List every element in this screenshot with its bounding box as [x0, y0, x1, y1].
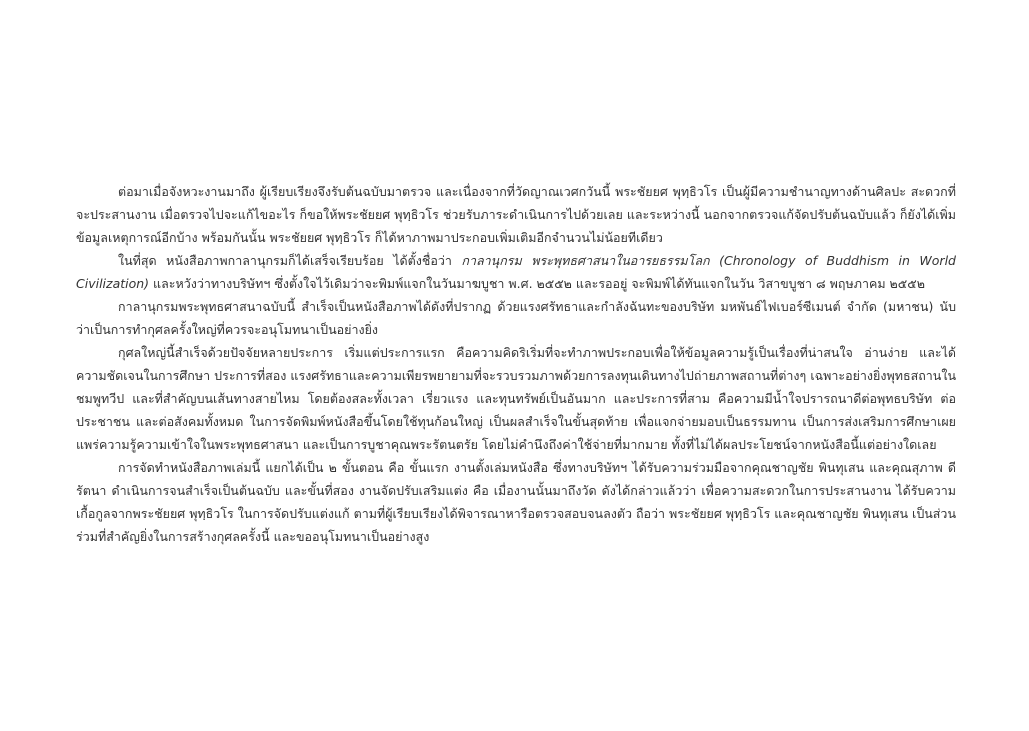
- book-title-english: (Chronology of Buddhism in World Civilization): [76, 253, 956, 291]
- paragraph-1-text: ต่อมาเมื่อจังหวะงานมาถึง ผู้เรียบเรียงจึงรับต้นฉบับมาตรวจ และเนื่องจากที่วัดญาณเวศกวันนี้ พระชัยยศ พุทฺธิวโร เป็นผู้มีความชำนาญทางด้านศิลปะ สะดวกที่จะประสานงาน เมื่อตรวจไปจะแก้ไขอะไร ก็ขอให้พระชัยยศ พุทฺธิวโร ช่วยรับภาระดำเนินการไปด้วยเลย และระหว่างนี้ นอกจากตรวจแก้จัดปรับต้นฉบับแล้ว ก็ยังได้เพิ่มข้อมูลเหตุการณ์อีกบ้าง พร้อมกันนั้น พระชัยยศ พุทฺธิวโร ก็ได้หาภาพมาประกอบเพิ่มเติมอีกจำนวนไม่น้อยทีเดียว: [76, 184, 956, 245]
- paragraph-3: [76, 295, 956, 341]
- paragraph-4: [76, 341, 956, 456]
- paragraph-4-text: กุศลใหญ่นี้สำเร็จด้วยปัจจัยหลายประการ เริ่มแต่ประการแรก คือความคิดริเริ่มที่จะทำภาพประกอบเพื่อให้ข้อมูลความรู้เป็นเรื่องที่น่าสนใจ อ่านง่าย และได้ความชัดเจนในการศึกษา ประการที่สอง แรงศรัทธาและความเพียรพยายามที่จะรวบรวมภาพด้วยการลงทุนเดินทางไปถ่ายภาพสถานที่ต่างๆ เฉพาะอย่างยิ่งพุทธสถานในชมพูทวีป และที่สำคัญบนเส้นทางสายไหม โดยต้องสละทั้งเวลา เรี่ยวแรง และทุนทรัพย์เป็นอันมาก และประการที่สาม คือความมีน้ำใจปรารถนาดีต่อพุทธบริษัท ต่อประชาชน และต่อสังคมทั้งหมด ในการจัดพิมพ์หนังสือขึ้นโดยใช้ทุนก้อนใหญ่ เป็นผลสำเร็จในขั้นสุดท้าย เพื่อแจกจ่ายมอบเป็นธรรมทาน เป็นการส่งเสริมการศึกษาเผยแพร่ความรู้ความเข้าใจในพระพุทธศาสนา และเป็นการบูชาคุณพระรัตนตรัย โดยไม่คำนึงถึงค่าใช้จ่ายที่มากมาย ทั้งที่ไม่ได้ผลประโยชน์จากหนังสือนี้แต่อย่างใดเลย: [76, 345, 956, 452]
- paragraph-5: [76, 456, 956, 548]
- paragraph-1: [76, 180, 956, 249]
- paragraph-5-text: การจัดทำหนังสือภาพเล่มนี้ แยกได้เป็น ๒ ขั้นตอน คือ ขั้นแรก งานตั้งเล่มหนังสือ ซึ่งทางบริษัทฯ ได้รับความร่วมมือจากคุณชาญชัย พินทุเสน และคุณสุภาพ ดีรัตนา ดำเนินการจนสำเร็จเป็นต้นฉบับ และขั้นที่สอง งานจัดปรับเสริมแต่ง คือ เมื่องานนั้นมาถึงวัด ดังได้กล่าวแล้วว่า เพื่อความสะดวกในการประสานงาน ได้รับความเกื้อกูลจากพระชัยยศ พุทฺธิวโร ในการจัดปรับแต่งแก้ ตามที่ผู้เรียบเรียงได้พิจารณาหารือตรวจสอบจนลงตัว ถือว่า พระชัยยศ พุทฺธิวโร และคุณชาญชัย พินทุเสน เป็นส่วนร่วมที่สำคัญยิ่งในการสร้างกุศลครั้งนี้ และขออนุโมทนาเป็นอย่างสูง: [76, 460, 956, 544]
- paragraph-2-text-after: และหวังว่าทางบริษัทฯ ซึ่งตั้งใจไว้เดิมว่าจะพิมพ์แจกในวันมาฆบูชา พ.ศ. ๒๕๕๒ และรออยู่ จะพิมพ์ได้ทันแจกในวัน วิสาขบูชา ๘ พฤษภาคม ๒๕๕๒: [149, 276, 925, 291]
- book-title-thai: กาลานุกรม พระพุทธศาสนาในอารยธรรมโลก: [461, 253, 710, 268]
- paragraph-3-text: กาลานุกรมพระพุทธศาสนาฉบับนี้ สำเร็จเป็นหนังสือภาพได้ดังที่ปรากฏ ด้วยแรงศรัทธาและกำลังฉันทะของบริษัท มหพันธ์ไฟเบอร์ซีเมนต์ จำกัด (มหาชน) นับว่าเป็นการทำกุศลครั้งใหญ่ที่ควรจะอนุโมทนาเป็นอย่างยิ่ง: [76, 299, 956, 337]
- body-text: [76, 180, 956, 548]
- paragraph-2: [76, 249, 956, 295]
- paragraph-2-text-before: ในที่สุด หนังสือภาพกาลานุกรมก็ได้เสร็จเรียบร้อย ได้ตั้งชื่อว่า: [118, 253, 462, 268]
